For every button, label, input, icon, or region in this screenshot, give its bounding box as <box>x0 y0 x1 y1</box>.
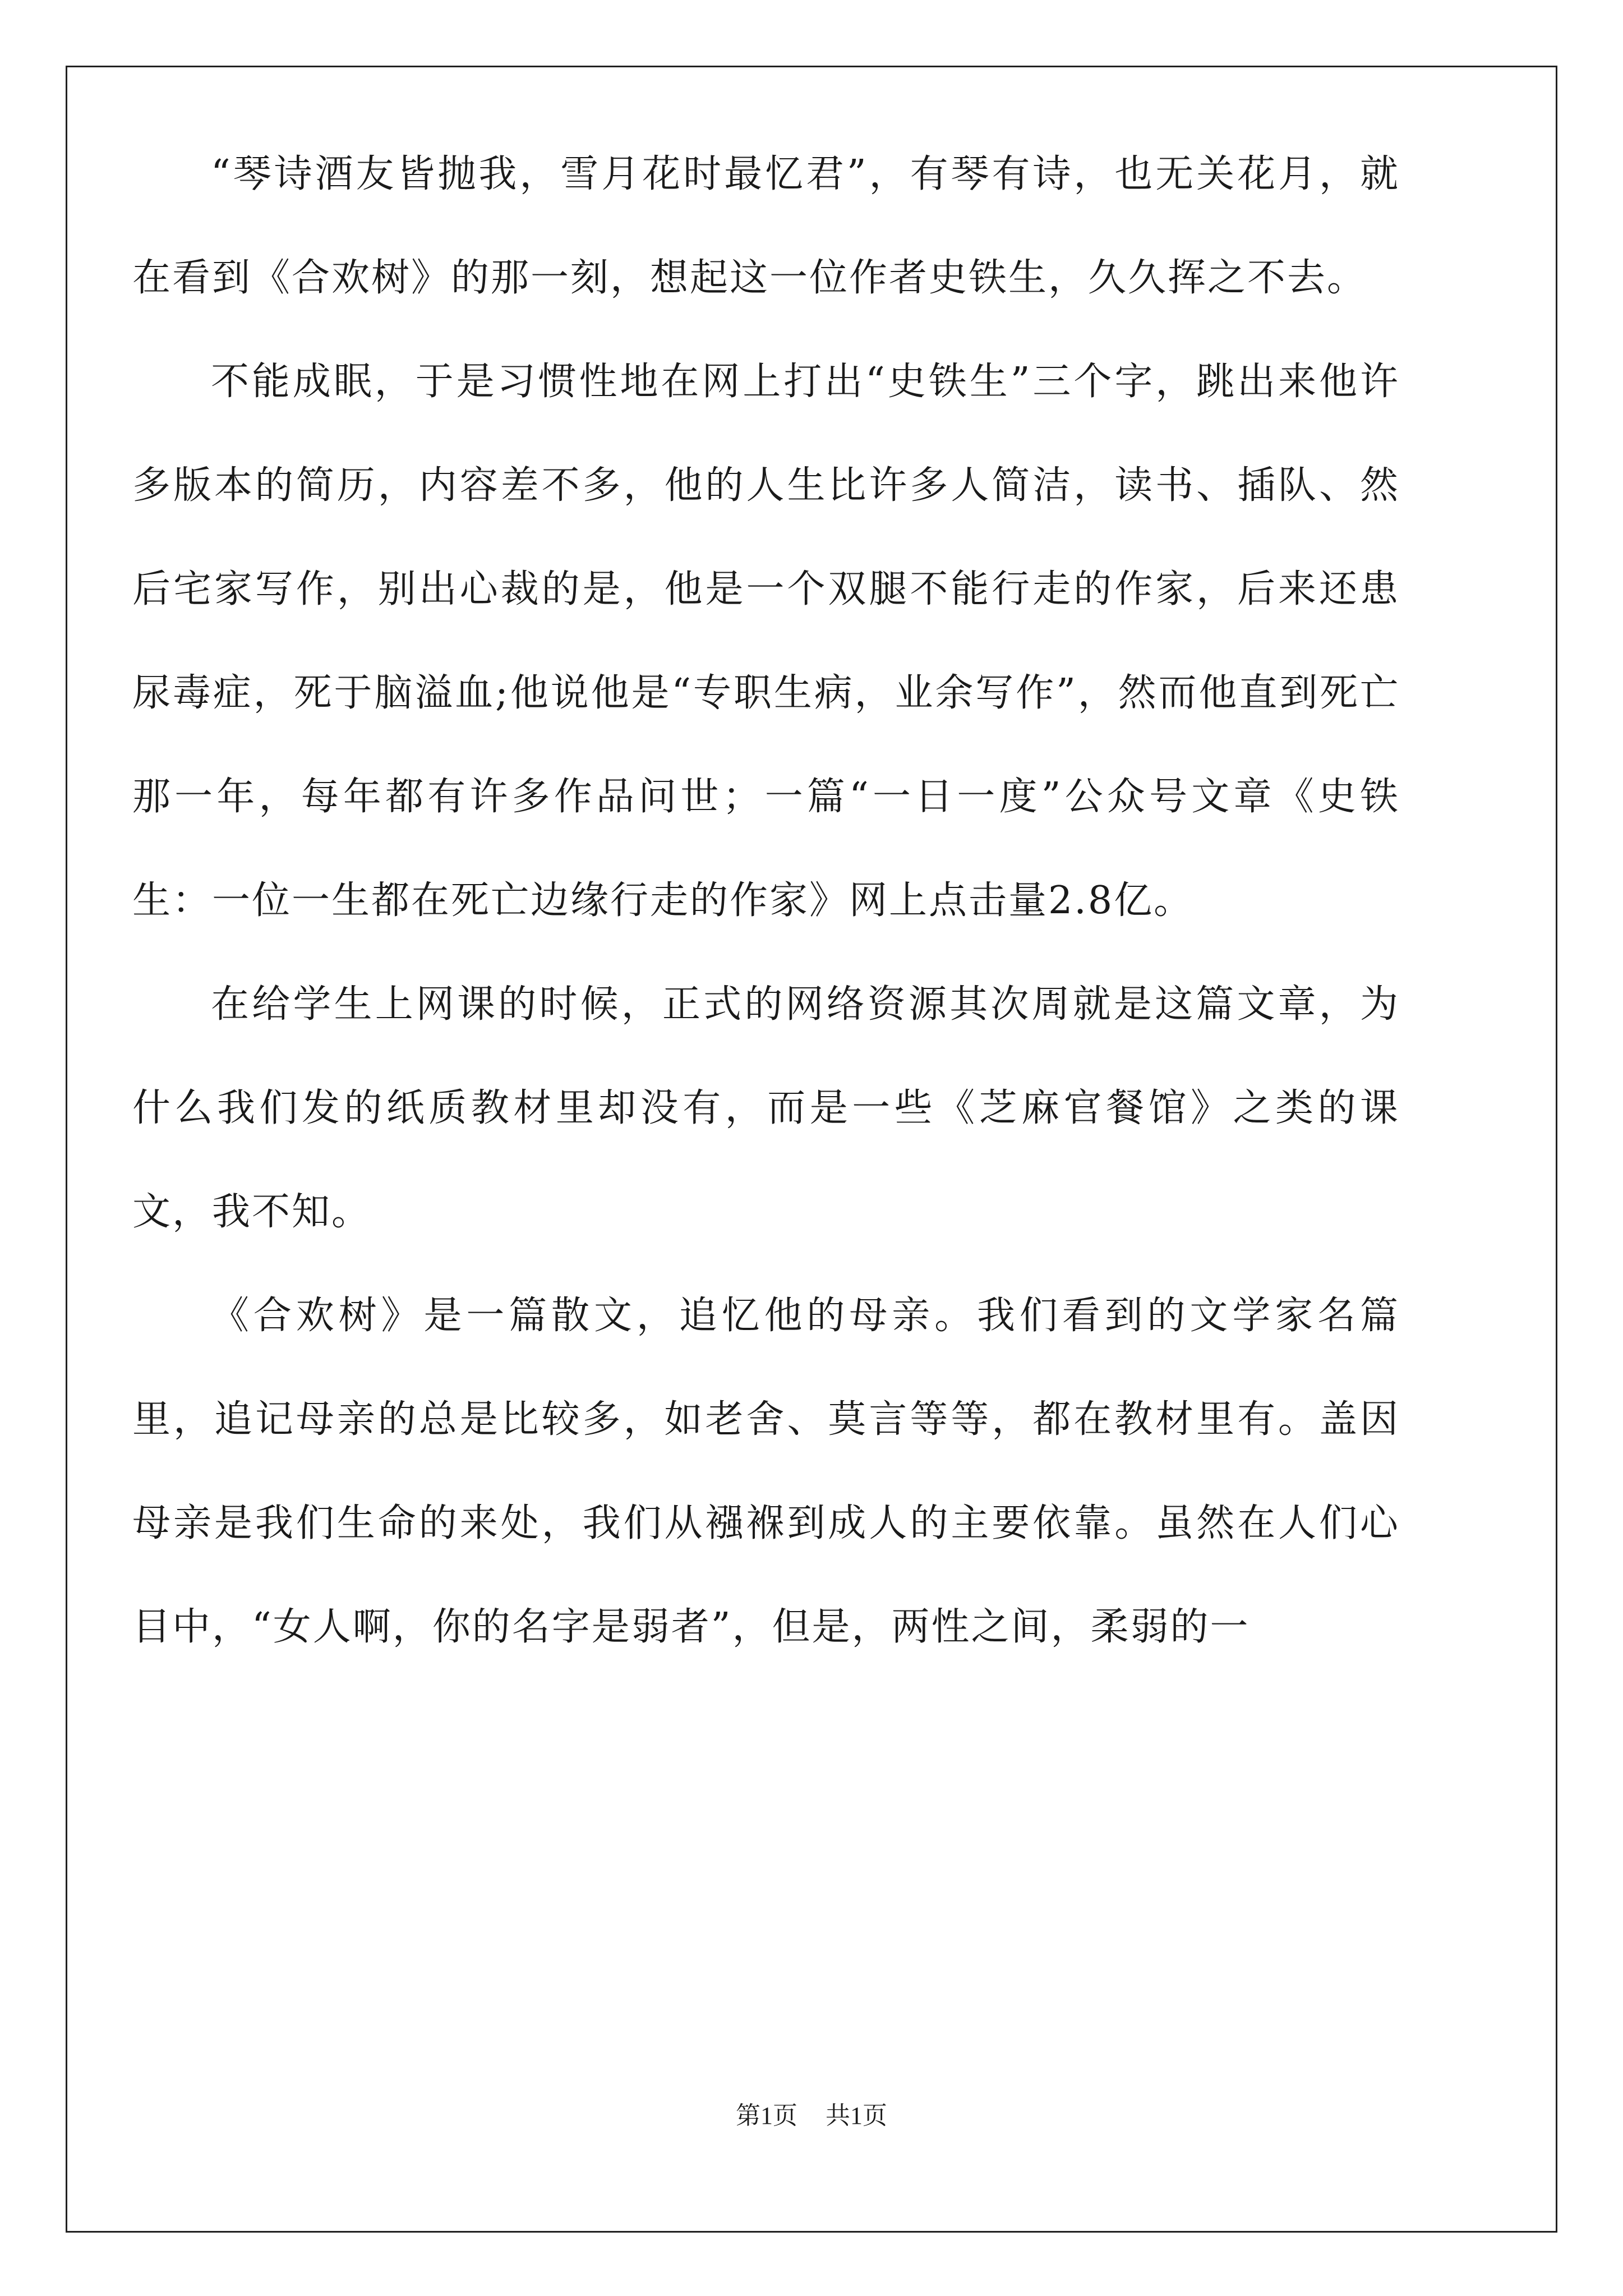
paragraph-1: “琴诗酒友皆抛我，雪月花时最忆君”，有琴有诗，也无关花月，就在看到《合欢树》的那一刻，想起这一位作者史铁生，久久挥之不去。 <box>132 152 1400 300</box>
paragraph-2: 不能成眠，于是习惯性地在网上打出“史铁生”三个字，跳出来他许多版本的简历，内容差不多，他的人生比许多人简洁，读书、插队、然后宅家写作，别出心裁的是，他是一个双腿不能行走的作家，后来还患尿毒症，死于脑溢血;他说他是“专职生病，业余写作”，然而他直到死亡那一年，每年都有许多作品问世；一篇“一日一度”公众号文章《史铁生：一位一生都在死亡边缘行走的作家》网上点击量2.8亿。 <box>132 360 1400 923</box>
paragraph-4: 《合欢树》是一篇散文，追忆他的母亲。我们看到的文学家名篇里，追记母亲的总是比较多，如老舍、莫言等等，都在教材里有。盖因母亲是我们生命的来处，我们从襁褓到成人的主要依靠。虽然在人们心目中，“女人啊，你的名字是弱者”，但是，两性之间，柔弱的一 <box>132 1294 1400 1649</box>
page-total: 共1页 <box>826 2102 887 2129</box>
page-footer <box>0 2095 1623 2131</box>
page-number: 第1页 <box>736 2102 797 2129</box>
paragraph-3: 在给学生上网课的时候，正式的网络资源其次周就是这篇文章，为什么我们发的纸质教材里却没有，而是一些《芝麻官餐馆》之类的课文，我不知。 <box>132 982 1400 1234</box>
document-body <box>132 122 1400 1679</box>
